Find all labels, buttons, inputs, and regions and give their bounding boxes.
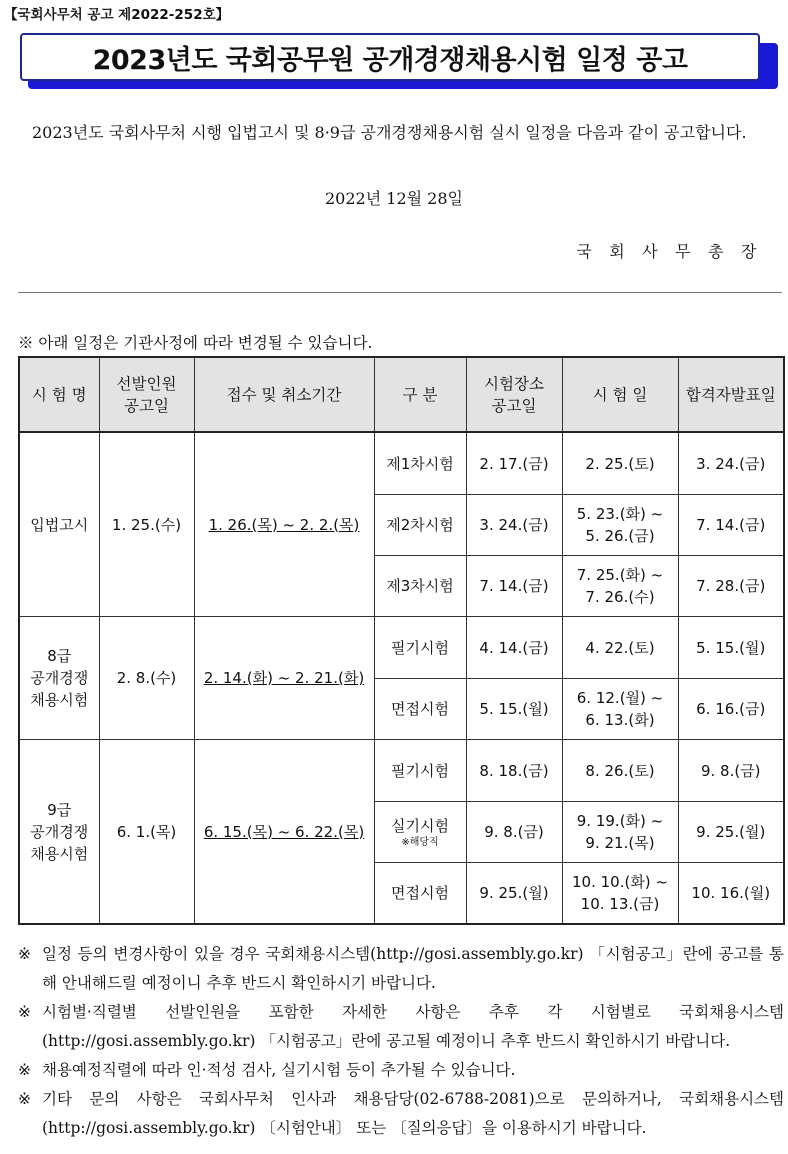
category-note: ※해당직 xyxy=(401,837,439,848)
footnote-text: 기타 문의 사항은 국회사무처 인사과 채용담당(02-6788-2081)으로 문의하거나, 국회채용시스템 (http://gosi.assembly.go.kr) 〔시험안내〕 또는 〔질의응답〕을 이용하시기 바랍니다. xyxy=(42,1090,784,1137)
category-label: 필기시험 xyxy=(391,638,449,657)
table-body xyxy=(19,432,784,924)
exam-date: 5. 23.(화) ~ 5. 26.(금) xyxy=(576,505,664,545)
header-category: 구 분 xyxy=(374,357,466,432)
cell-category xyxy=(374,863,466,925)
cell-result-date xyxy=(678,556,784,617)
result-date: 9. 25.(월) xyxy=(696,823,766,841)
cell-category xyxy=(374,556,466,617)
cell-exam-date xyxy=(562,863,678,925)
footnote-item xyxy=(18,940,784,998)
footnotes xyxy=(18,940,784,1143)
footnote-text: 일정 등의 변경사항이 있을 경우 국회채용시스템(http://gosi.assembly.go.kr) 「시험공고」란에 공고를 통해 안내해드릴 예정이니 추후 반드시 확인하시기 바랍니다. xyxy=(42,945,784,992)
venue-notice-date: 7. 14.(금) xyxy=(479,577,549,595)
venue-notice-date: 8. 18.(금) xyxy=(479,761,549,780)
table-row xyxy=(19,432,784,495)
notice-number: 【국회사무처 공고 제2022-252호】 xyxy=(4,7,230,23)
cell-exam xyxy=(19,740,99,925)
cell-category xyxy=(374,802,466,863)
selection-notice-date: 2. 8.(수) xyxy=(116,669,177,687)
result-date: 6. 16.(금) xyxy=(696,700,766,718)
cell-venue-notice xyxy=(466,432,562,495)
application-period: 6. 15.(목) ~ 6. 22.(목) xyxy=(203,822,365,841)
cell-application-period xyxy=(194,617,374,740)
cell-result-date xyxy=(678,679,784,740)
exam-name: 8급 공개경쟁 채용시험 xyxy=(30,647,89,709)
venue-notice-date: 2. 17.(금) xyxy=(479,454,549,473)
schedule-table xyxy=(18,356,785,925)
cell-venue-notice xyxy=(466,617,562,679)
cell-category xyxy=(374,679,466,740)
table-row xyxy=(19,740,784,802)
divider xyxy=(18,292,782,293)
cell-venue-notice xyxy=(466,740,562,802)
table-header-row xyxy=(19,357,784,432)
footnote-text: 시험별·직렬별 선발인원을 포함한 자세한 사항은 추후 각 시험별로 국회채용시스템(http://gosi.assembly.go.kr) 「시험공고」란에 공고될 예정이니 추후 반드시 확인하시기 바랍니다. xyxy=(42,1003,784,1050)
cell-result-date xyxy=(678,617,784,679)
footnote-mark: ※ xyxy=(18,1090,31,1108)
cell-exam-date xyxy=(562,740,678,802)
intro-paragraph: 2023년도 국회사무처 시행 입법고시 및 8·9급 공개경쟁채용시험 실시 일정을 다음과 같이 공고합니다. xyxy=(32,123,747,142)
result-date: 3. 24.(금) xyxy=(696,454,766,473)
cell-result-date xyxy=(678,495,784,556)
application-period: 1. 26.(목) ~ 2. 2.(목) xyxy=(208,515,360,534)
header-exam: 시 험 명 xyxy=(19,357,99,432)
cell-venue-notice xyxy=(466,495,562,556)
signer: 국회사무총장 xyxy=(576,242,774,261)
exam-name: 9급 공개경쟁 채용시험 xyxy=(30,800,89,863)
cell-exam-date xyxy=(562,432,678,495)
result-date: 7. 28.(금) xyxy=(696,577,766,595)
cell-result-date xyxy=(678,740,784,802)
cell-category xyxy=(374,740,466,802)
selection-notice-date: 1. 25.(수) xyxy=(111,515,182,534)
cell-category xyxy=(374,617,466,679)
footnote-mark: ※ xyxy=(18,1003,31,1021)
cell-selection-notice xyxy=(99,617,194,740)
cell-result-date xyxy=(678,863,784,925)
title-box xyxy=(20,33,760,81)
cell-category xyxy=(374,432,466,495)
footnote-text: 채용예정직렬에 따라 인·적성 검사, 실기시험 등이 추가될 수 있습니다. xyxy=(42,1061,516,1079)
footnote-item xyxy=(18,1085,784,1143)
cell-venue-notice xyxy=(466,679,562,740)
selection-notice-date: 6. 1.(목) xyxy=(116,822,177,841)
cell-exam-date xyxy=(562,802,678,863)
category-label: 제1차시험 xyxy=(386,454,454,473)
header-result-date: 합격자발표일 xyxy=(678,357,784,432)
cell-exam xyxy=(19,432,99,617)
cell-venue-notice xyxy=(466,863,562,925)
exam-date: 4. 22.(토) xyxy=(585,638,655,657)
cell-venue-notice xyxy=(466,802,562,863)
footnote-item xyxy=(18,1056,784,1085)
result-date: 10. 16.(월) xyxy=(691,884,771,902)
venue-notice-date: 4. 14.(금) xyxy=(479,638,549,657)
footnote-mark: ※ xyxy=(18,1061,31,1079)
category-label: 면접시험 xyxy=(391,884,449,902)
exam-date: 6. 12.(월) ~ 6. 13.(화) xyxy=(576,689,664,729)
exam-date: 7. 25.(화) ~ 7. 26.(수) xyxy=(576,566,664,606)
cell-selection-notice xyxy=(99,740,194,925)
category-label: 제2차시험 xyxy=(386,516,454,534)
cell-exam-date xyxy=(562,617,678,679)
title-banner xyxy=(20,33,778,89)
cell-exam-date xyxy=(562,679,678,740)
schedule-change-note: ※ 아래 일정은 기관사정에 따라 변경될 수 있습니다. xyxy=(18,334,373,352)
footnote-mark: ※ xyxy=(18,945,31,963)
cell-result-date xyxy=(678,802,784,863)
table-row xyxy=(19,617,784,679)
venue-notice-date: 9. 8.(금) xyxy=(484,823,544,841)
header-venue-notice: 시험장소 공고일 xyxy=(466,357,562,432)
category-label: 실기시험 xyxy=(391,817,449,835)
header-selection-notice: 선발인원 공고일 xyxy=(99,357,194,432)
header-exam-date: 시 험 일 xyxy=(562,357,678,432)
category-label: 필기시험 xyxy=(391,761,449,780)
venue-notice-date: 3. 24.(금) xyxy=(479,516,549,534)
category-label: 면접시험 xyxy=(391,700,449,718)
cell-application-period xyxy=(194,740,374,925)
cell-venue-notice xyxy=(466,556,562,617)
exam-name: 입법고시 xyxy=(30,515,89,534)
result-date: 9. 8.(금) xyxy=(700,761,761,780)
page-title: 2023년도 국회공무원 공개경쟁채용시험 일정 공고 xyxy=(92,44,688,76)
exam-date: 8. 26.(토) xyxy=(585,761,655,780)
exam-date: 2. 25.(토) xyxy=(585,454,655,473)
result-date: 5. 15.(월) xyxy=(696,638,766,657)
application-period: 2. 14.(화) ~ 2. 21.(화) xyxy=(203,669,365,687)
cell-category xyxy=(374,495,466,556)
cell-selection-notice xyxy=(99,432,194,617)
cell-exam-date xyxy=(562,495,678,556)
cell-result-date xyxy=(678,432,784,495)
cell-application-period xyxy=(194,432,374,617)
exam-date: 10. 10.(화) ~ 10. 13.(금) xyxy=(571,873,668,913)
result-date: 7. 14.(금) xyxy=(696,516,766,534)
cell-exam xyxy=(19,617,99,740)
venue-notice-date: 5. 15.(월) xyxy=(479,700,549,718)
venue-notice-date: 9. 25.(월) xyxy=(479,884,549,902)
exam-date: 9. 19.(화) ~ 9. 21.(목) xyxy=(576,812,664,852)
category-label: 제3차시험 xyxy=(386,577,454,595)
header-application-period: 접수 및 취소기간 xyxy=(194,357,374,432)
notice-date: 2022년 12월 28일 xyxy=(325,189,463,208)
cell-exam-date xyxy=(562,556,678,617)
footnote-item xyxy=(18,998,784,1056)
